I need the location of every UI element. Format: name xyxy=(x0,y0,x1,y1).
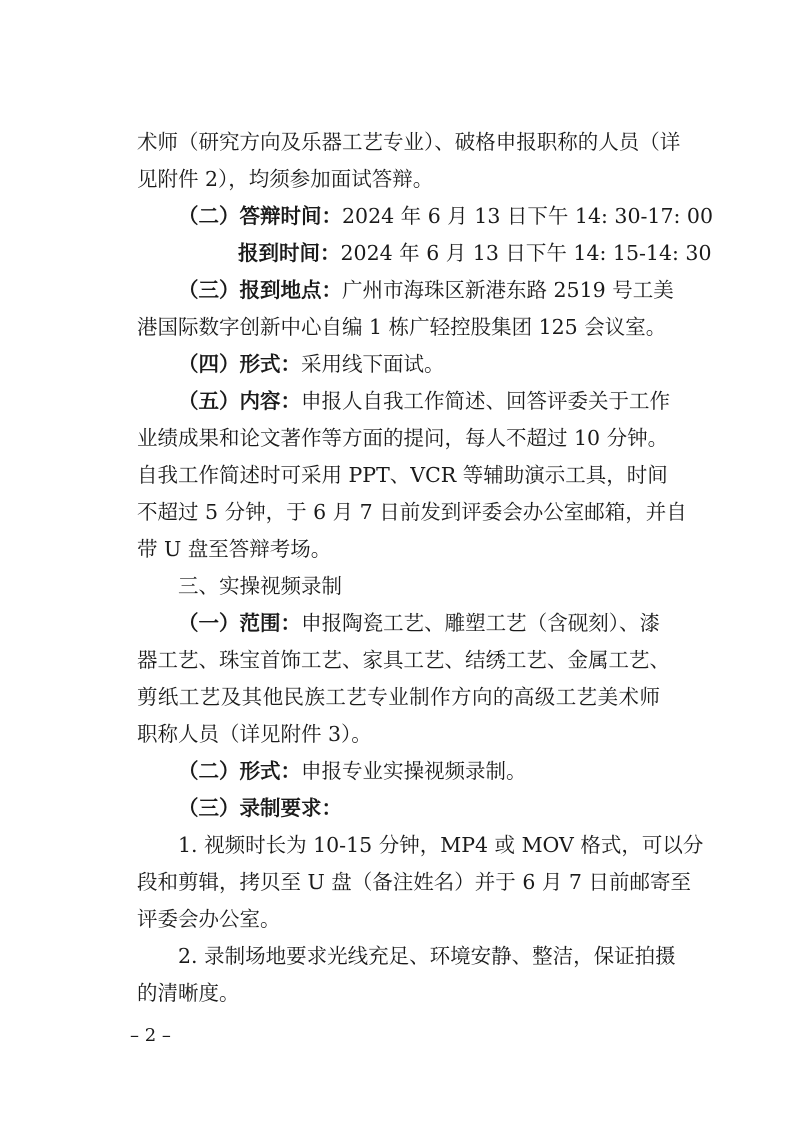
paragraph-line: 术师（研究方向及乐器工艺专业）、破格申报职称的人员（详 xyxy=(137,130,681,154)
section-heading: （四）形式： xyxy=(178,352,301,376)
section-text: 2024 年 6 月 13 日下午 14: 30-17: 00 xyxy=(342,204,714,228)
paragraph-line: 不超过 5 分钟，于 6 月 7 日前发到评委会办公室邮箱，并自 xyxy=(137,500,687,524)
section-line-scope xyxy=(178,609,660,637)
section-heading: 报到时间： xyxy=(238,241,341,265)
section-line-location xyxy=(178,276,674,304)
section-line-format xyxy=(178,350,445,378)
section-text: 申报陶瓷工艺、雕塑工艺（含砚刻）、漆 xyxy=(301,611,661,635)
section-text: 2024 年 6 月 13 日下午 14: 15-14: 30 xyxy=(340,241,712,265)
paragraph-line: 评委会办公室。 xyxy=(137,907,281,931)
section-text: 广州市海珠区新港东路 2519 号工美 xyxy=(342,278,674,302)
section-heading: （五）内容： xyxy=(178,389,301,413)
paragraph-line: 的清晰度。 xyxy=(137,981,240,1005)
page-number: – 2 – xyxy=(130,1025,171,1046)
section-line-content xyxy=(178,387,670,415)
list-item-line: 1. 视频时长为 10-15 分钟，MP4 或 MOV 格式，可以分 xyxy=(178,833,704,857)
section-line-checkin-time xyxy=(238,239,712,267)
section-heading: （二）形式： xyxy=(178,759,301,783)
section-heading: （二）答辩时间： xyxy=(178,204,342,228)
paragraph-line: 自我工作简述时可采用 PPT、VCR 等辅助演示工具，时间 xyxy=(137,463,668,487)
section-text: 申报人自我工作简述、回答评委关于工作 xyxy=(301,389,670,413)
section-line-video-format xyxy=(178,757,527,785)
section-text: 申报专业实操视频录制。 xyxy=(301,759,527,783)
paragraph-line: 见附件 2），均须参加面试答辩。 xyxy=(137,167,434,191)
list-item-line: 2. 录制场地要求光线充足、环境安静、整洁，保证拍摄 xyxy=(178,944,676,968)
section-line-defense-time xyxy=(178,202,713,230)
section-heading-requirements: （三）录制要求： xyxy=(178,796,342,820)
section-heading: （一）范围： xyxy=(178,611,302,635)
section-heading: （三）报到地点： xyxy=(178,278,342,302)
section-text: 采用线下面试。 xyxy=(301,352,445,376)
chapter-heading: 三、实操视频录制 xyxy=(178,574,342,598)
paragraph-line: 业绩成果和论文著作等方面的提问，每人不超过 10 分钟。 xyxy=(137,426,669,450)
paragraph-line: 带 U 盘至答辩考场。 xyxy=(137,537,332,561)
paragraph-line: 段和剪辑，拷贝至 U 盘（备注姓名）并于 6 月 7 日前邮寄至 xyxy=(137,870,691,894)
paragraph-line: 职称人员（详见附件 3）。 xyxy=(137,722,372,746)
paragraph-line: 剪纸工艺及其他民族工艺专业制作方向的高级工艺美术师 xyxy=(137,685,660,709)
paragraph-line: 港国际数字创新中心自编 1 栋广轻控股集团 125 会议室。 xyxy=(137,315,667,339)
paragraph-line: 器工艺、珠宝首饰工艺、家具工艺、结绣工艺、金属工艺、 xyxy=(137,648,670,672)
